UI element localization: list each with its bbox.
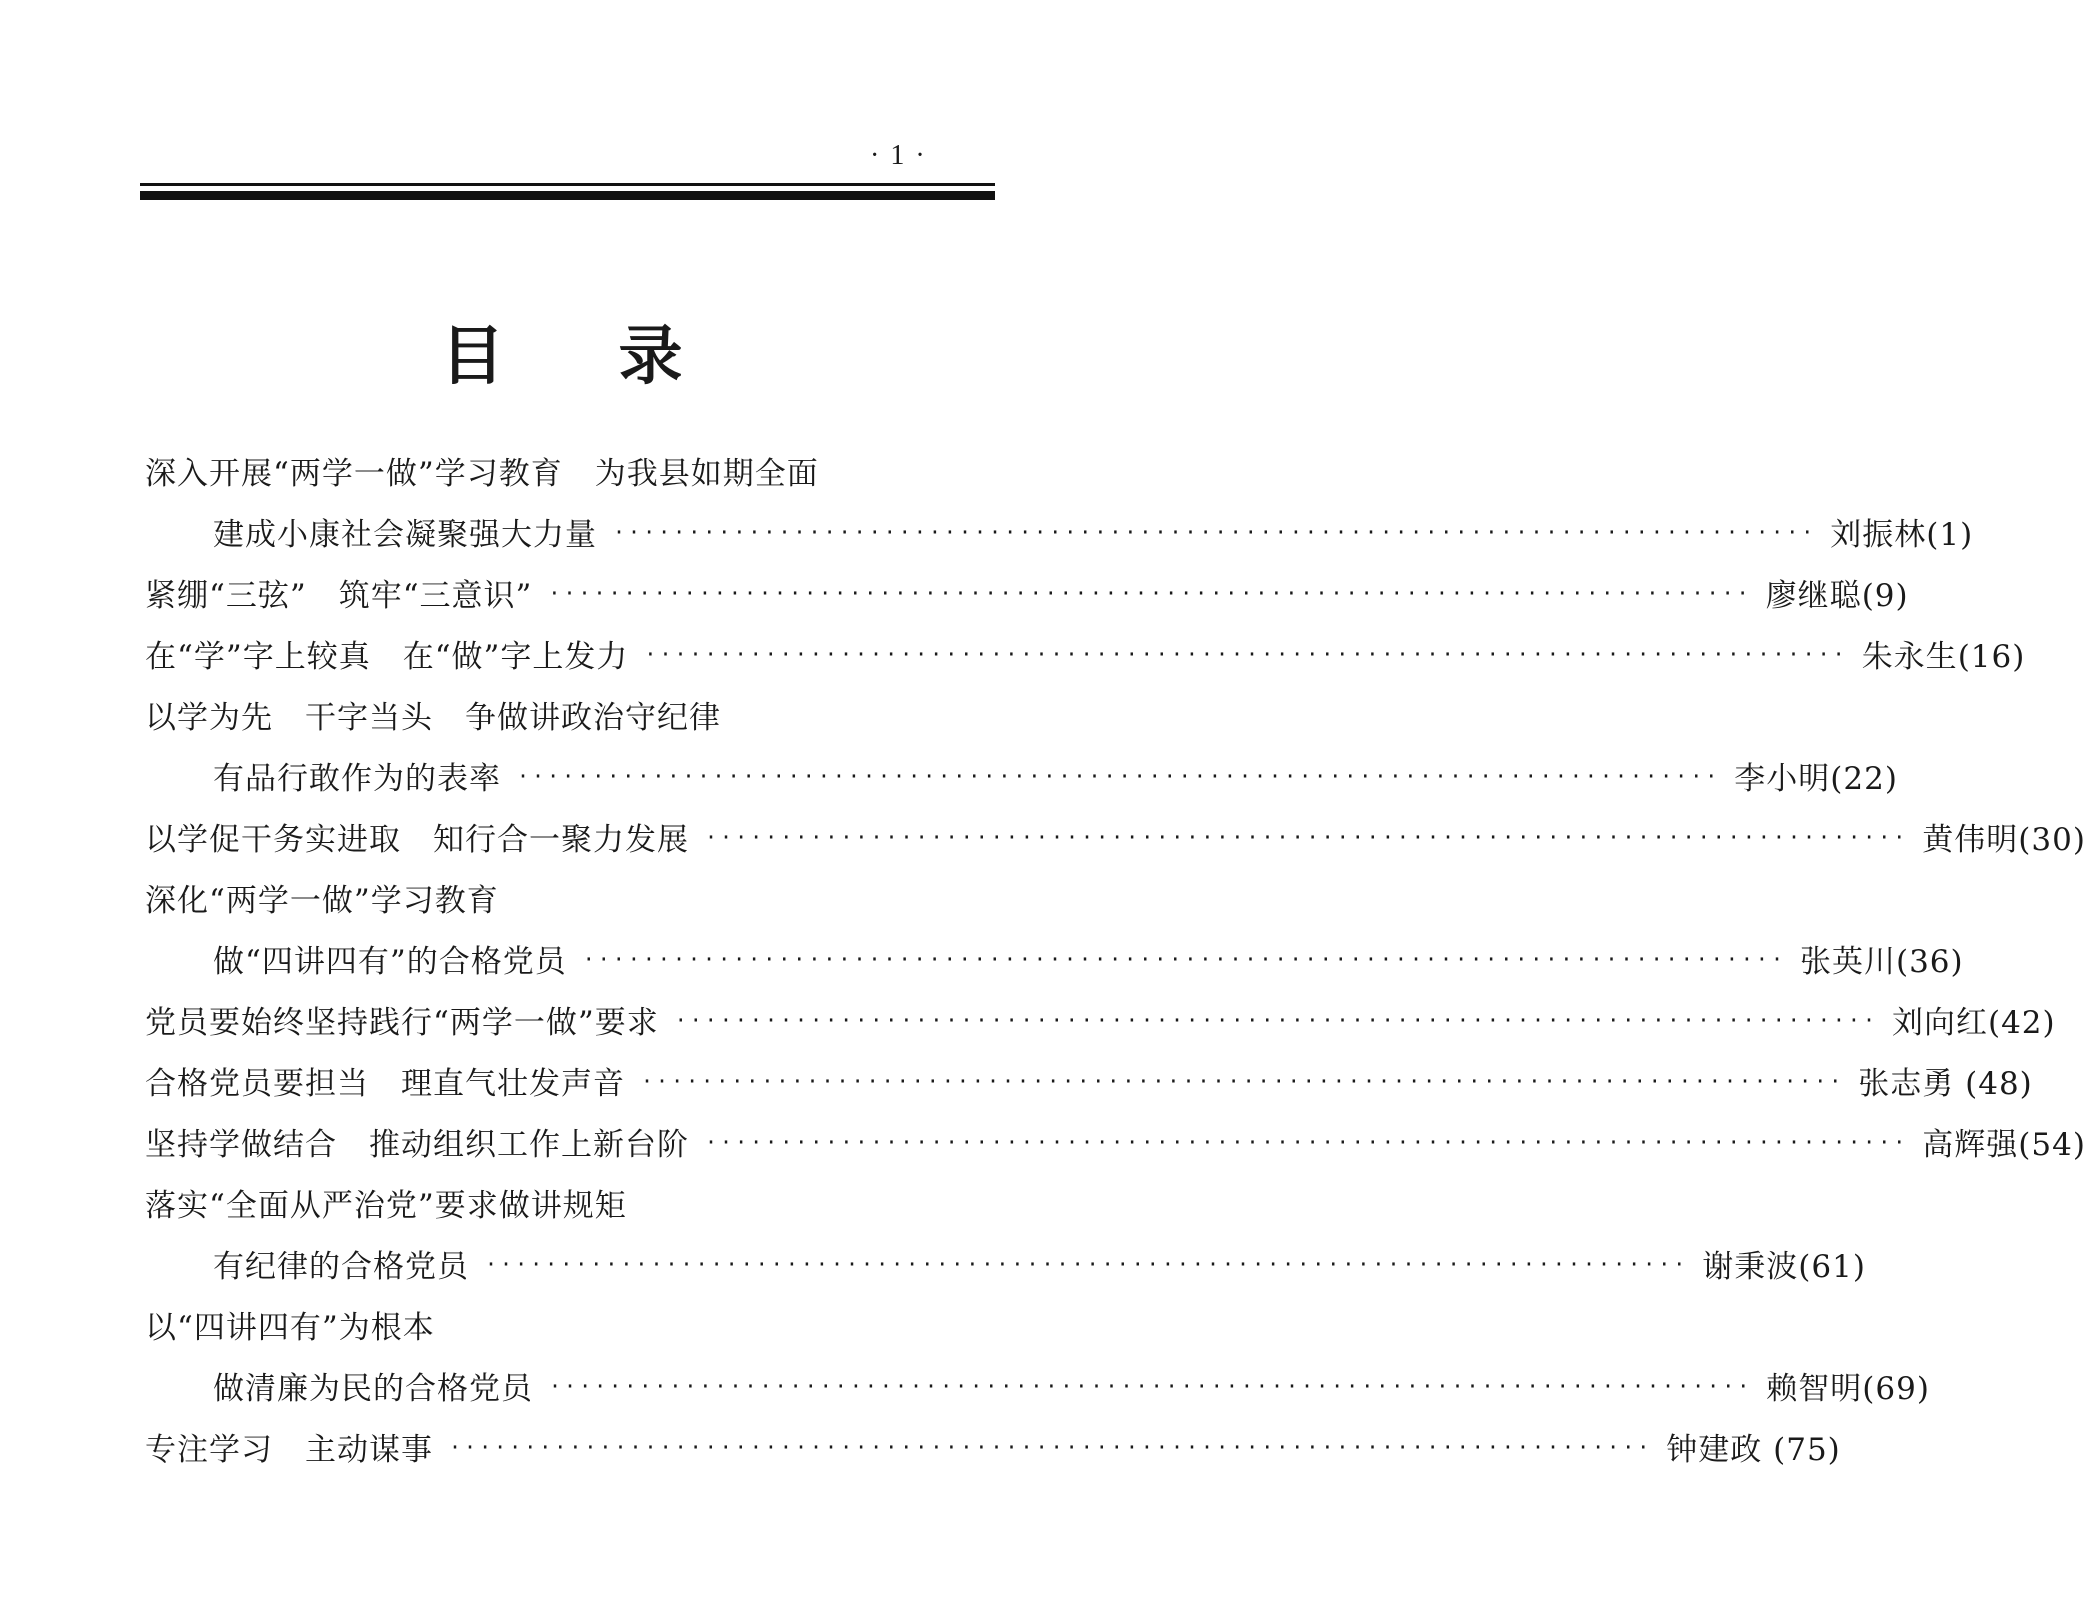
toc-entry-author-page [1922, 1119, 2086, 1164]
toc-entry-title: 做清廉为民的合格党员 [213, 1371, 533, 1407]
toc-entry [145, 928, 1964, 989]
toc-entry-page: (30) [2018, 822, 2086, 858]
toc-leader-dots: ················································································ [674, 1007, 1878, 1032]
toc-leader-dots: ················································································ [549, 1373, 1753, 1398]
toc-entry-author-page [1734, 753, 1898, 798]
toc-title [0, 305, 1127, 397]
header-rule-thick [140, 191, 995, 200]
toc-entry-page: (9) [1861, 578, 1909, 614]
toc-entry-title: 以学促干务实进取 知行合一聚力发展 [145, 822, 689, 858]
toc-entry-page: (36) [1895, 944, 1964, 980]
toc-entry [145, 501, 1974, 562]
toc-leader-dots: ················································································ [644, 641, 1848, 666]
toc-entry-title: 深化“两学一做”学习教育 [145, 883, 499, 919]
toc-entry-author: 廖继聪 [1765, 578, 1862, 614]
toc-title-char-2: 录 [618, 320, 687, 394]
toc-entry-author-page [1892, 997, 2056, 1042]
toc-entry-author-page [1862, 631, 2026, 676]
toc-entry [145, 1050, 2033, 1111]
toc-entry-author: 朱永生 [1861, 639, 1958, 675]
toc-entry [145, 806, 2086, 867]
toc-entry-continued [145, 440, 993, 501]
toc-leader-dots: ················································································ [705, 824, 1909, 849]
toc-entry-title: 坚持学做结合 推动组织工作上新台阶 [145, 1127, 689, 1163]
toc-entry-title: 有品行敢作为的表率 [213, 761, 501, 797]
toc-entry [145, 989, 2056, 1050]
toc-entry-author: 谢秉波 [1702, 1249, 1799, 1285]
toc-entry-author-page [1800, 936, 1964, 981]
toc-leader-dots: ················································································ [517, 763, 1721, 788]
toc-entry-author: 赖智明 [1766, 1371, 1863, 1407]
toc-entry-author-page [1830, 509, 1973, 554]
toc-entry-author: 高辉强 [1922, 1127, 2019, 1163]
toc-entry-page: (22) [1830, 761, 1898, 797]
toc-entry [145, 1111, 2086, 1172]
toc-entry [145, 562, 1909, 623]
toc-entry-page: (75) [1762, 1432, 1841, 1468]
toc-leader-dots: ················································································ [485, 1251, 1689, 1276]
toc-entry-continued [145, 1294, 993, 1355]
toc-entry-author-page [1922, 814, 2086, 859]
toc-entry-title: 党员要始终坚持践行“两学一做”要求 [145, 1005, 659, 1041]
toc-entry-author: 钟建政 [1666, 1432, 1763, 1468]
page-number: · 1 · [870, 140, 927, 171]
toc-entry-title: 做“四讲四有”的合格党员 [213, 944, 567, 980]
toc-entry-title: 深入开展“两学一做”学习教育 为我县如期全面 [145, 456, 819, 492]
toc-entry-title: 以“四讲四有”为根本 [145, 1310, 435, 1346]
toc-entry-page: (1) [1926, 517, 1974, 553]
toc-entry-title: 建成小康社会凝聚强大力量 [213, 517, 597, 553]
toc-entry-author-page [1766, 570, 1909, 615]
table-of-contents [145, 440, 2086, 1477]
toc-title-char-1: 目 [440, 320, 509, 394]
toc-entry-author-page [1858, 1058, 2033, 1103]
toc-leader-dots: ················································································ [449, 1434, 1653, 1459]
toc-entry-author-page [1702, 1241, 1866, 1286]
toc-entry-continued [145, 1172, 993, 1233]
toc-entry-title: 在“学”字上较真 在“做”字上发力 [145, 639, 629, 675]
toc-entry-author-page [1666, 1424, 1841, 1469]
toc-entry-title: 紧绷“三弦” 筑牢“三意识” [145, 578, 533, 614]
toc-entry-author: 张英川 [1799, 944, 1896, 980]
toc-entry-continued [145, 684, 993, 745]
toc-entry [145, 1416, 1841, 1477]
toc-entry-author: 李小明 [1734, 761, 1831, 797]
toc-entry-title: 合格党员要担当 理直气壮发声音 [145, 1066, 625, 1102]
toc-entry-title: 有纪律的合格党员 [213, 1249, 469, 1285]
toc-entry [145, 1233, 1866, 1294]
toc-leader-dots: ················································································ [548, 580, 1752, 605]
toc-entry-title: 落实“全面从严治党”要求做讲规矩 [145, 1188, 627, 1224]
toc-entry [145, 623, 2026, 684]
toc-entry-continued [145, 867, 993, 928]
toc-entry-page: (69) [1862, 1371, 1930, 1407]
toc-entry-page: (54) [2018, 1127, 2086, 1163]
toc-entry-page: (61) [1798, 1249, 1866, 1285]
header-rule-thin [140, 183, 995, 186]
toc-entry-page: (48) [1954, 1066, 2033, 1102]
toc-entry-author: 张志勇 [1858, 1066, 1955, 1102]
toc-entry-author: 刘向红 [1891, 1005, 1988, 1041]
toc-entry-title: 以学为先 干字当头 争做讲政治守纪律 [145, 700, 721, 736]
toc-leader-dots: ················································································ [705, 1129, 1909, 1154]
toc-leader-dots: ················································································ [613, 519, 1817, 544]
toc-entry-author-page [1766, 1363, 1930, 1408]
toc-entry-page: (16) [1957, 639, 2026, 675]
toc-entry-author: 刘振林 [1830, 517, 1927, 553]
toc-leader-dots: ················································································ [582, 946, 1786, 971]
toc-leader-dots: ················································································ [641, 1068, 1845, 1093]
toc-entry-title: 专注学习 主动谋事 [145, 1432, 433, 1468]
toc-entry [145, 745, 1898, 806]
toc-entry-page: (42) [1987, 1005, 2056, 1041]
toc-entry [145, 1355, 1930, 1416]
toc-entry-author: 黄伟明 [1922, 822, 2019, 858]
